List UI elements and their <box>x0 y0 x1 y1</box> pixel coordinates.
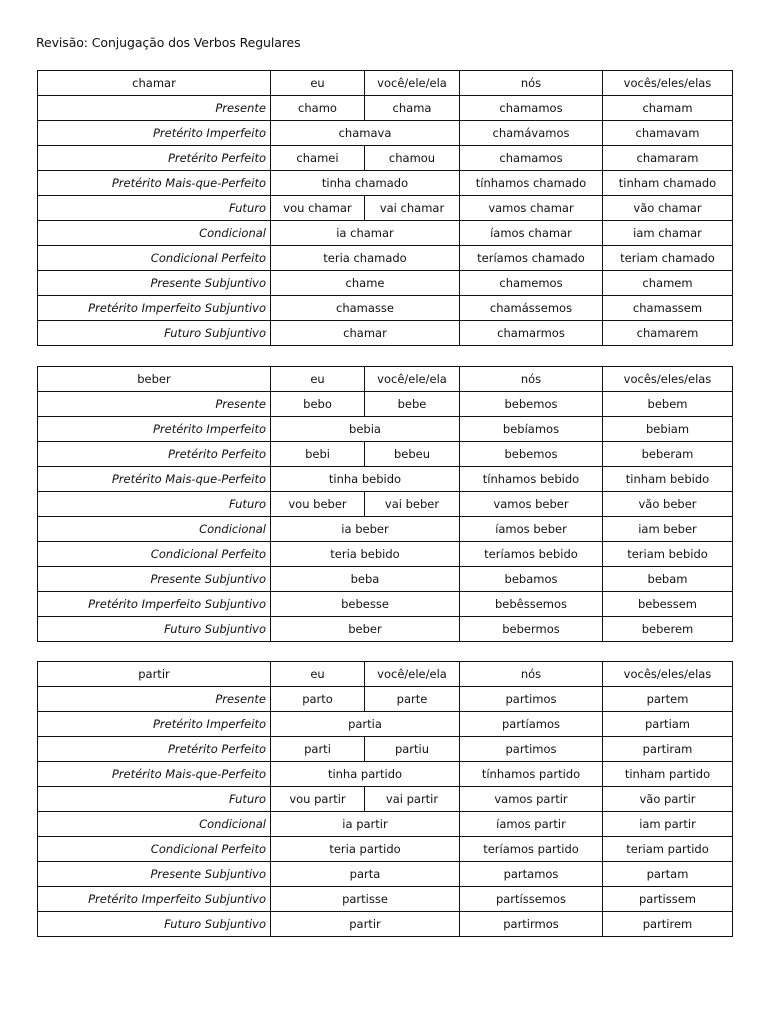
conjugation-cell: vai beber <box>365 492 460 517</box>
conjugation-cell: bebamos <box>460 567 603 592</box>
conjugation-cell: chamamos <box>460 96 603 121</box>
table-row <box>38 467 733 492</box>
conjugation-cell: teriam chamado <box>603 246 733 271</box>
tense-label: Presente Subjuntivo <box>38 567 271 592</box>
conjugation-cell: partirem <box>603 912 733 937</box>
conjugation-cell: bebo <box>271 392 365 417</box>
table-row <box>38 221 733 246</box>
conjugation-cell: vão beber <box>603 492 733 517</box>
conjugation-cell: tínhamos bebido <box>460 467 603 492</box>
table-row <box>38 862 733 887</box>
conjugation-cell: chamasse <box>271 296 460 321</box>
tense-label: Pretérito Perfeito <box>38 442 271 467</box>
conjugation-cell: bebia <box>271 417 460 442</box>
table-row <box>38 271 733 296</box>
conjugation-cell: parte <box>365 687 460 712</box>
conjugation-cell: iam partir <box>603 812 733 837</box>
table-row <box>38 592 733 617</box>
conjugation-cell: bebem <box>603 392 733 417</box>
conjugation-cell: tinham partido <box>603 762 733 787</box>
verb-name: beber <box>38 367 271 392</box>
conjugation-cell: tínhamos chamado <box>460 171 603 196</box>
conjugation-cell: partíamos <box>460 712 603 737</box>
tense-label: Pretérito Imperfeito Subjuntivo <box>38 592 271 617</box>
conjugation-cell: partia <box>271 712 460 737</box>
conjugation-cell: chamam <box>603 96 733 121</box>
table-row <box>38 296 733 321</box>
tense-label: Futuro Subjuntivo <box>38 617 271 642</box>
table-row <box>38 712 733 737</box>
table-row <box>38 517 733 542</box>
conjugation-cell: partíssemos <box>460 887 603 912</box>
tense-label: Futuro Subjuntivo <box>38 912 271 937</box>
conjugation-cell: chamo <box>271 96 365 121</box>
table-row <box>38 417 733 442</box>
conjugation-cell: tínhamos partido <box>460 762 603 787</box>
page-title: Revisão: Conjugação dos Verbos Regulares <box>36 35 301 50</box>
conjugation-cell: chamei <box>271 146 365 171</box>
tense-label: Condicional <box>38 221 271 246</box>
table-row <box>38 787 733 812</box>
conjugation-cell: bebe <box>365 392 460 417</box>
conjugation-cell: beba <box>271 567 460 592</box>
column-header: vocês/eles/elas <box>603 71 733 96</box>
conjugation-cell: teriam bebido <box>603 542 733 567</box>
conjugation-cell: bebi <box>271 442 365 467</box>
conjugation-cell: chamarem <box>603 321 733 346</box>
conjugation-cell: tinha chamado <box>271 171 460 196</box>
tense-label: Condicional <box>38 517 271 542</box>
conjugation-cell: vou beber <box>271 492 365 517</box>
conjugation-cell: bebêssemos <box>460 592 603 617</box>
table-row <box>38 171 733 196</box>
table-row <box>38 912 733 937</box>
conjugation-cell: beberem <box>603 617 733 642</box>
conjugation-cell: partiam <box>603 712 733 737</box>
conjugation-cell: teria partido <box>271 837 460 862</box>
conjugation-cell: teriam partido <box>603 837 733 862</box>
conjugation-cell: bebemos <box>460 392 603 417</box>
conjugation-cell: bebiam <box>603 417 733 442</box>
tense-label: Pretérito Mais-que-Perfeito <box>38 171 271 196</box>
conjugation-cell: partiram <box>603 737 733 762</box>
conjugation-cell: chamaram <box>603 146 733 171</box>
conjugation-cell: chama <box>365 96 460 121</box>
conjugation-cell: teria chamado <box>271 246 460 271</box>
conjugation-cell: partamos <box>460 862 603 887</box>
column-header: nós <box>460 662 603 687</box>
column-header: eu <box>271 367 365 392</box>
tense-label: Futuro <box>38 196 271 221</box>
column-header: você/ele/ela <box>365 367 460 392</box>
table-row <box>38 196 733 221</box>
tense-label: Futuro <box>38 787 271 812</box>
table-row <box>38 887 733 912</box>
tense-label: Pretérito Imperfeito <box>38 417 271 442</box>
conjugation-table-beber <box>37 366 733 642</box>
conjugation-cell: chamar <box>271 321 460 346</box>
conjugation-cell: chamava <box>271 121 460 146</box>
conjugation-cell: vão chamar <box>603 196 733 221</box>
conjugation-cell: vou chamar <box>271 196 365 221</box>
conjugation-cell: vamos chamar <box>460 196 603 221</box>
verb-name: chamar <box>38 71 271 96</box>
conjugation-cell: tinha bebido <box>271 467 460 492</box>
tense-label: Pretérito Imperfeito <box>38 712 271 737</box>
conjugation-cell: vamos partir <box>460 787 603 812</box>
column-header: vocês/eles/elas <box>603 662 733 687</box>
table-row <box>38 567 733 592</box>
conjugation-cell: chamem <box>603 271 733 296</box>
conjugation-cell: ia beber <box>271 517 460 542</box>
conjugation-cell: parti <box>271 737 365 762</box>
conjugation-cell: bebíamos <box>460 417 603 442</box>
conjugation-cell: bebesse <box>271 592 460 617</box>
tense-label: Presente <box>38 687 271 712</box>
conjugation-cell: vão partir <box>603 787 733 812</box>
tense-label: Futuro <box>38 492 271 517</box>
conjugation-cell: chamávamos <box>460 121 603 146</box>
conjugation-cell: iam chamar <box>603 221 733 246</box>
conjugation-table-partir <box>37 661 733 937</box>
conjugation-cell: partissem <box>603 887 733 912</box>
tense-label: Pretérito Perfeito <box>38 737 271 762</box>
tense-label: Presente Subjuntivo <box>38 862 271 887</box>
header-row <box>38 662 733 687</box>
conjugation-cell: íamos beber <box>460 517 603 542</box>
tense-label: Presente <box>38 392 271 417</box>
column-header: vocês/eles/elas <box>603 367 733 392</box>
tense-label: Presente <box>38 96 271 121</box>
table-row <box>38 442 733 467</box>
tense-label: Condicional Perfeito <box>38 246 271 271</box>
conjugation-cell: chamamos <box>460 146 603 171</box>
header-row <box>38 367 733 392</box>
table-row <box>38 737 733 762</box>
conjugation-cell: tinham chamado <box>603 171 733 196</box>
column-header: você/ele/ela <box>365 71 460 96</box>
conjugation-cell: tinham bebido <box>603 467 733 492</box>
table-row <box>38 812 733 837</box>
column-header: eu <box>271 71 365 96</box>
tense-label: Condicional Perfeito <box>38 837 271 862</box>
conjugation-cell: parta <box>271 862 460 887</box>
tense-label: Condicional <box>38 812 271 837</box>
tense-label: Pretérito Imperfeito Subjuntivo <box>38 887 271 912</box>
table-row <box>38 146 733 171</box>
table-row <box>38 121 733 146</box>
conjugation-cell: partimos <box>460 687 603 712</box>
conjugation-cell: chamássemos <box>460 296 603 321</box>
conjugation-cell: bebam <box>603 567 733 592</box>
table-row <box>38 837 733 862</box>
conjugation-cell: partam <box>603 862 733 887</box>
conjugation-cell: bebeu <box>365 442 460 467</box>
conjugation-cell: teríamos chamado <box>460 246 603 271</box>
conjugation-cell: chamemos <box>460 271 603 296</box>
column-header: nós <box>460 367 603 392</box>
conjugation-cell: teria bebido <box>271 542 460 567</box>
conjugation-cell: teríamos partido <box>460 837 603 862</box>
header-row <box>38 71 733 96</box>
table-row <box>38 617 733 642</box>
conjugation-cell: partirmos <box>460 912 603 937</box>
table-row <box>38 321 733 346</box>
conjugation-cell: vamos beber <box>460 492 603 517</box>
conjugation-cell: íamos chamar <box>460 221 603 246</box>
tense-label: Pretérito Imperfeito Subjuntivo <box>38 296 271 321</box>
conjugation-cell: teríamos bebido <box>460 542 603 567</box>
tense-label: Pretérito Imperfeito <box>38 121 271 146</box>
conjugation-cell: bebessem <box>603 592 733 617</box>
conjugation-cell: partem <box>603 687 733 712</box>
table-row <box>38 96 733 121</box>
conjugation-cell: iam beber <box>603 517 733 542</box>
column-header: eu <box>271 662 365 687</box>
conjugation-cell: ia partir <box>271 812 460 837</box>
table-row <box>38 762 733 787</box>
tense-label: Presente Subjuntivo <box>38 271 271 296</box>
tense-label: Condicional Perfeito <box>38 542 271 567</box>
table-row <box>38 492 733 517</box>
conjugation-cell: bebermos <box>460 617 603 642</box>
conjugation-cell: beberam <box>603 442 733 467</box>
verb-name: partir <box>38 662 271 687</box>
conjugation-cell: vai chamar <box>365 196 460 221</box>
conjugation-cell: vai partir <box>365 787 460 812</box>
conjugation-cell: chamarmos <box>460 321 603 346</box>
conjugation-table-chamar <box>37 70 733 346</box>
conjugation-cell: ia chamar <box>271 221 460 246</box>
tense-label: Pretérito Perfeito <box>38 146 271 171</box>
tense-label: Pretérito Mais-que-Perfeito <box>38 467 271 492</box>
conjugation-cell: vou partir <box>271 787 365 812</box>
table-row <box>38 687 733 712</box>
conjugation-cell: beber <box>271 617 460 642</box>
conjugation-cell: chame <box>271 271 460 296</box>
tense-label: Futuro Subjuntivo <box>38 321 271 346</box>
conjugation-cell: íamos partir <box>460 812 603 837</box>
table-row <box>38 246 733 271</box>
conjugation-cell: partir <box>271 912 460 937</box>
conjugation-cell: tinha partido <box>271 762 460 787</box>
table-row <box>38 392 733 417</box>
conjugation-cell: parto <box>271 687 365 712</box>
conjugation-cell: chamou <box>365 146 460 171</box>
conjugation-cell: chamavam <box>603 121 733 146</box>
column-header: nós <box>460 71 603 96</box>
tense-label: Pretérito Mais-que-Perfeito <box>38 762 271 787</box>
conjugation-cell: partiu <box>365 737 460 762</box>
conjugation-cell: chamassem <box>603 296 733 321</box>
conjugation-cell: partisse <box>271 887 460 912</box>
conjugation-cell: partimos <box>460 737 603 762</box>
conjugation-cell: bebemos <box>460 442 603 467</box>
table-row <box>38 542 733 567</box>
column-header: você/ele/ela <box>365 662 460 687</box>
